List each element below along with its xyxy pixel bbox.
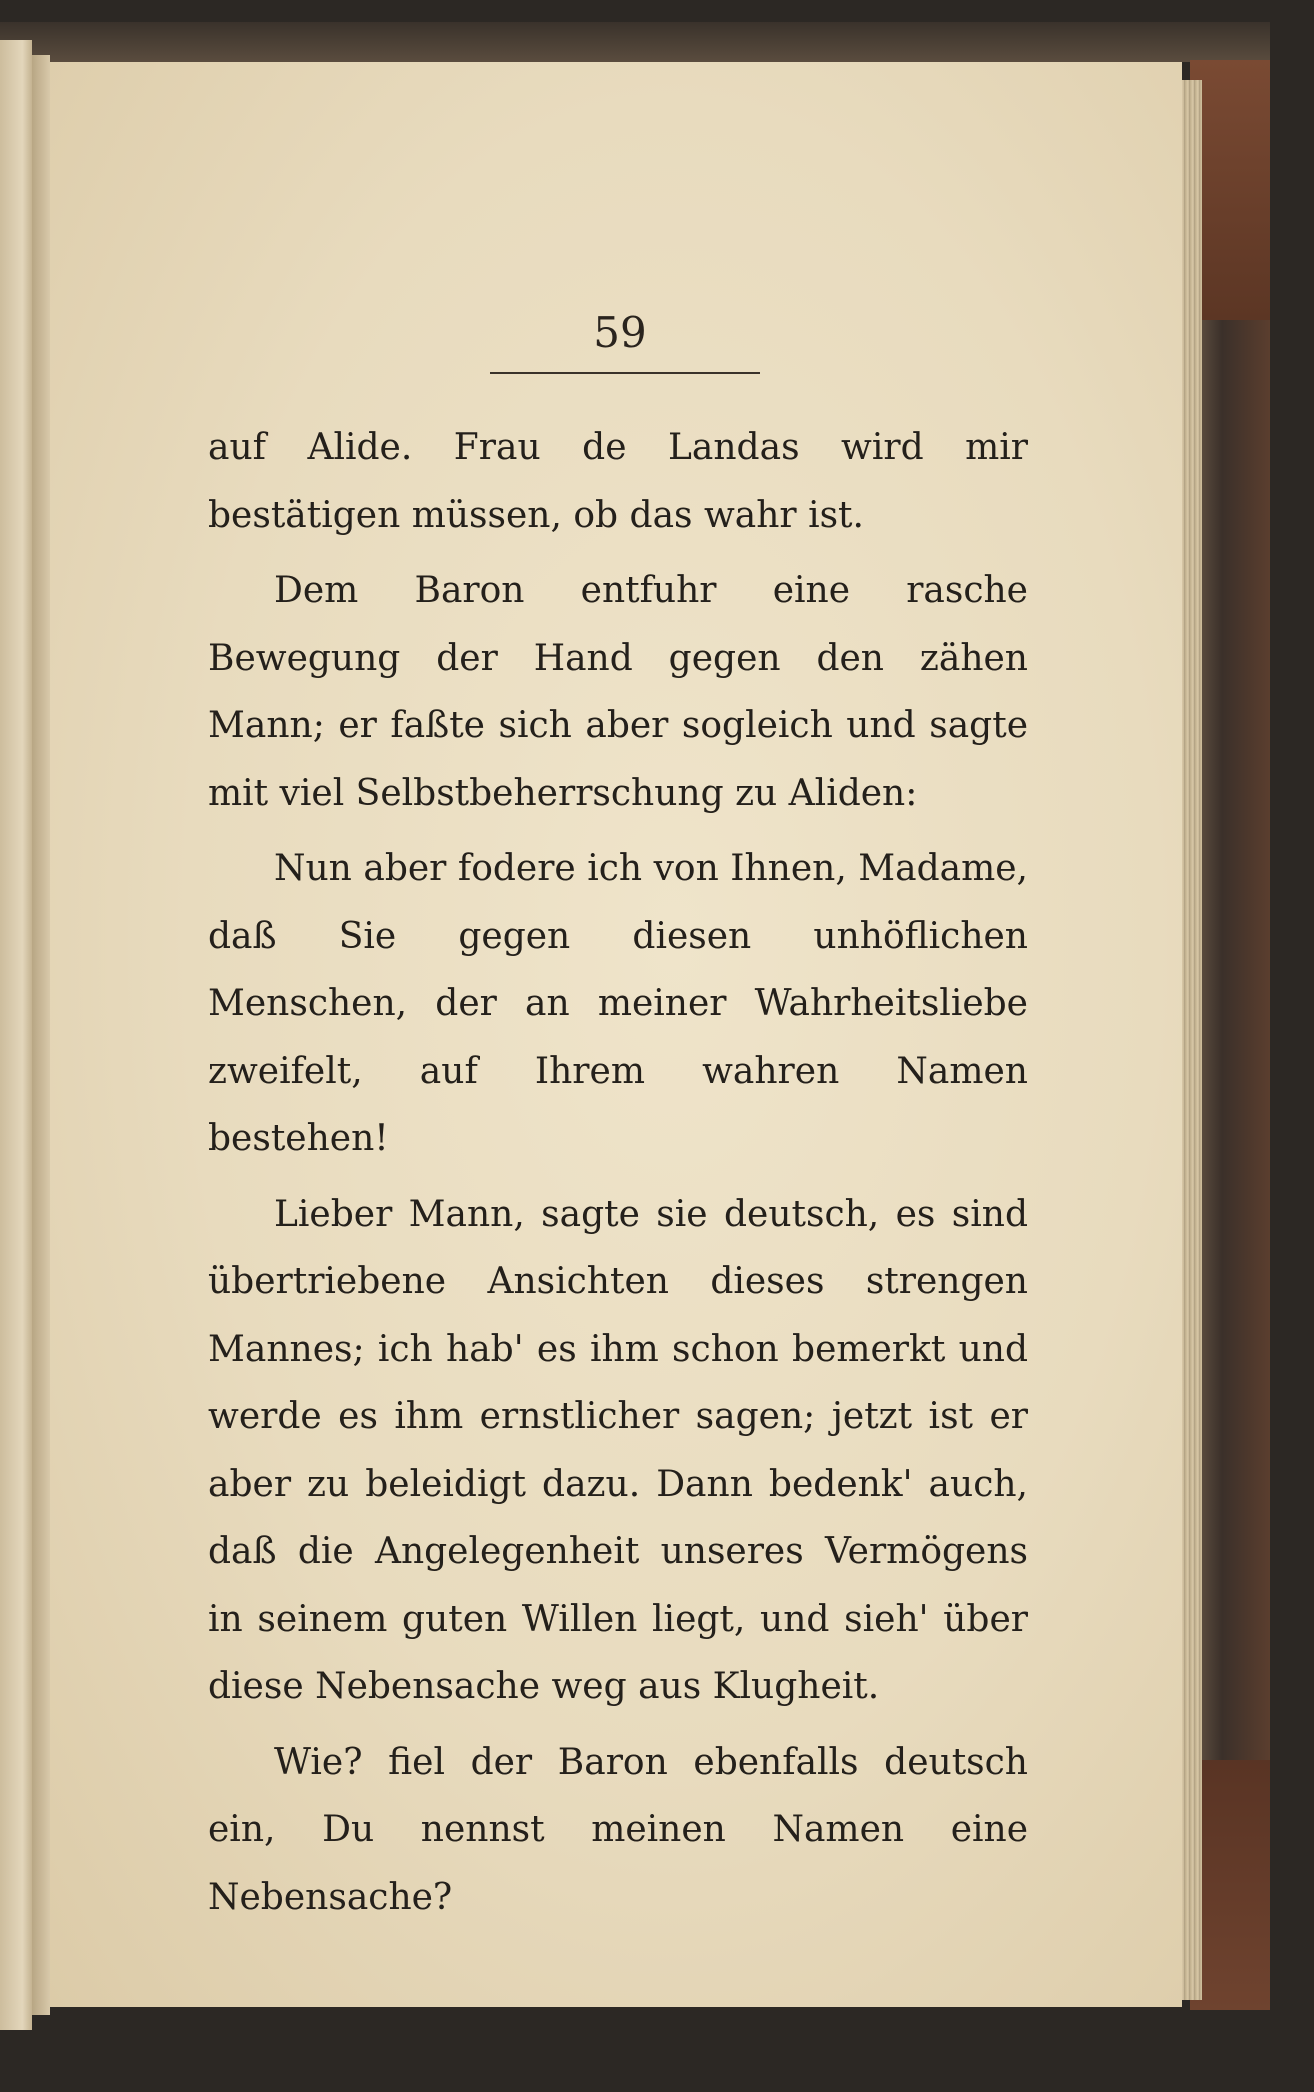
book-cover-right (1190, 60, 1270, 2010)
body-text (208, 414, 1028, 1931)
paragraph-4: Lieber Mann, sagte sie deutsch, es sind übertriebene Ansichten dieses strengen Mannes; ich hab' es ihm schon bemerkt und werde es ihm ernstlicher sagen; jetzt ist er aber zu beleidigt dazu. Dann bedenk' auch, daß die Angelegenheit unseres Vermögens in seinem guten Willen liegt, und sieh' über diese Nebensache weg aus Klugheit. (208, 1193, 1028, 1707)
book-cover-top (0, 22, 1270, 62)
page-edges (1180, 80, 1202, 2000)
book-page (50, 62, 1182, 2007)
paragraph-5: Wie? fiel der Baron ebenfalls deutsch ein, Du nennst meinen Namen eine Nebensache? (208, 1741, 1028, 1918)
page-number: 59 (593, 308, 647, 357)
paragraph-3: Nun aber fodere ich von Ihnen, Madame, daß Sie gegen diesen unhöflichen Menschen, der an meiner Wahrheitsliebe zweifelt, auf Ihrem wahren Namen bestehen! (208, 848, 1028, 1159)
facing-page-edge (0, 40, 32, 2030)
leather-corner-top (1190, 60, 1270, 320)
leather-corner-bottom (1190, 1760, 1270, 2010)
paragraph-1: auf Alide. Frau de Landas wird mir bestätigen müssen, ob das wahr ist. (208, 427, 1028, 536)
book-binding (32, 55, 50, 2015)
header-rule (490, 372, 760, 374)
paragraph-2: Dem Baron entfuhr eine rasche Bewegung der Hand gegen den zähen Mann; er faßte sich aber sogleich und sagte mit viel Selbstbeherrschung zu Aliden: (208, 570, 1028, 814)
